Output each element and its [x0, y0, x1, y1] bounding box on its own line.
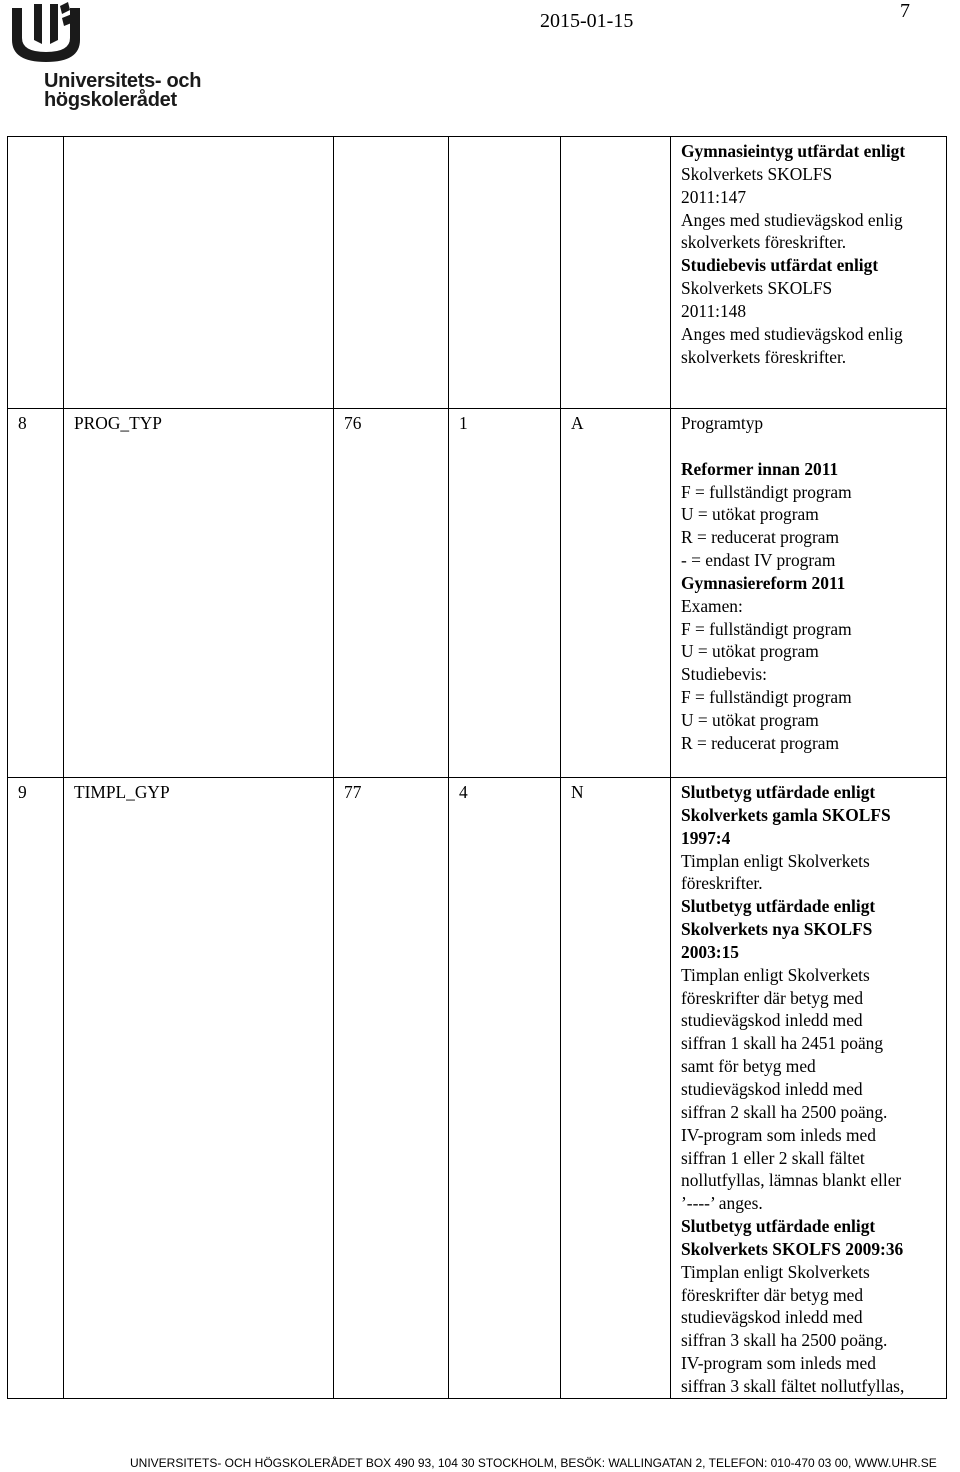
description-line: U = utökat program: [681, 641, 819, 662]
cell-description: [671, 409, 947, 778]
description-line: Anges med studievägskod enlig: [681, 209, 903, 230]
uhr-logo-icon: [8, 0, 84, 68]
description-line: - = endast IV program: [681, 550, 836, 571]
table-row: [8, 409, 947, 778]
description-line: Examen:: [681, 595, 743, 616]
cell-type: [561, 137, 671, 409]
description-line: Skolverkets SKOLFS: [681, 163, 833, 184]
cell-type: A: [561, 409, 671, 778]
description-line: Studiebevis:: [681, 664, 767, 685]
description-line: siffran 2 skall ha 2500 poäng.: [681, 1101, 888, 1122]
description-line: föreskrifter där betyg med: [681, 987, 864, 1008]
description-line: föreskrifter där betyg med: [681, 1284, 864, 1305]
description-line: 2011:148: [681, 300, 747, 321]
cell-length: 4: [449, 778, 561, 1399]
description-line: Programtyp: [681, 413, 764, 433]
cell-field-name: TIMPL_GYP: [64, 778, 334, 1399]
cell-length: 1: [449, 409, 561, 778]
description-line: R = reducerat program: [681, 527, 840, 548]
description-spacer: [681, 435, 938, 458]
logo-text-line1: Universitets- och: [44, 70, 202, 92]
field-spec-table-body: [8, 137, 947, 1399]
cell-number: 8: [8, 409, 64, 778]
description-line: Skolverkets gamla SKOLFS: [681, 804, 891, 825]
logo-text-line2: högskolerådet: [44, 89, 177, 111]
description-line: Gymnasieintyg utfärdat enligt: [681, 141, 906, 161]
cell-field-name: PROG_TYP: [64, 409, 334, 778]
description-line: föreskrifter.: [681, 873, 763, 894]
field-spec-table: [7, 136, 947, 1399]
description-line: U = utökat program: [681, 709, 819, 730]
description-line: ’----’ anges.: [681, 1193, 763, 1214]
description-line: 2011:147: [681, 186, 747, 207]
description-line: siffran 3 skall fältet nollutfyllas,: [681, 1375, 905, 1396]
description-line: studievägskod inledd med: [681, 1010, 863, 1031]
cell-field-name: [64, 137, 334, 409]
description-line: Studiebevis utfärdat enligt: [681, 255, 879, 276]
description-line: Slutbetyg utfärdade enligt: [681, 896, 876, 917]
table-row: [8, 137, 947, 409]
description-line: Reformer innan 2011: [681, 458, 839, 479]
cell-position: 77: [334, 778, 449, 1399]
cell-type: N: [561, 778, 671, 1399]
description-line: 2003:15: [681, 941, 739, 962]
description-line: Slutbetyg utfärdade enligt: [681, 1216, 876, 1237]
description-line: skolverkets föreskrifter.: [681, 232, 847, 253]
description-line: Skolverkets SKOLFS: [681, 278, 833, 299]
cell-position: 76: [334, 409, 449, 778]
page-footer: UNIVERSITETS- OCH HÖGSKOLERÅDET BOX 490 93, 104 30 STOCKHOLM, BESÖK: WALLINGATAN 2, TELEFON: 010-470 03 00, WWW.UHR.SE: [130, 1456, 937, 1470]
cell-number: 9: [8, 778, 64, 1399]
cell-description: [671, 778, 947, 1399]
description-line: Timplan enligt Skolverkets: [681, 850, 870, 871]
description-line: F = fullständigt program: [681, 687, 852, 708]
description-line: 1997:4: [681, 827, 731, 848]
description-line: IV-program som inleds med: [681, 1353, 876, 1374]
description-line: siffran 3 skall ha 2500 poäng.: [681, 1330, 888, 1351]
description-line: samt för betyg med: [681, 1056, 816, 1077]
description-line: IV-program som inleds med: [681, 1124, 876, 1145]
description-line: Timplan enligt Skolverkets: [681, 964, 870, 985]
description-line: Anges med studievägskod enlig: [681, 323, 903, 344]
cell-description: [671, 137, 947, 409]
description-line: R = reducerat program: [681, 732, 840, 753]
table-row: [8, 778, 947, 1399]
description-line: nollutfyllas, lämnas blankt eller: [681, 1170, 902, 1191]
description-line: Skolverkets SKOLFS 2009:36: [681, 1238, 904, 1259]
description-line: Gymnasiereform 2011: [681, 572, 846, 593]
description-line: F = fullständigt program: [681, 618, 852, 639]
description-line: Timplan enligt Skolverkets: [681, 1261, 870, 1282]
description-line: siffran 1 eller 2 skall fältet: [681, 1147, 865, 1168]
page-number: 7: [900, 0, 910, 22]
cell-number: [8, 137, 64, 409]
description-line: Slutbetyg utfärdade enligt: [681, 782, 876, 802]
description-line: U = utökat program: [681, 504, 819, 525]
description-line: skolverkets föreskrifter.: [681, 346, 847, 367]
uhr-logo: [8, 0, 202, 112]
cell-length: [449, 137, 561, 409]
cell-position: [334, 137, 449, 409]
description-line: studievägskod inledd med: [681, 1307, 863, 1328]
description-line: F = fullständigt program: [681, 481, 852, 502]
header-date: 2015-01-15: [540, 10, 634, 32]
description-line: siffran 1 skall ha 2451 poäng: [681, 1033, 884, 1054]
description-line: Skolverkets nya SKOLFS: [681, 919, 873, 940]
description-line: studievägskod inledd med: [681, 1078, 863, 1099]
